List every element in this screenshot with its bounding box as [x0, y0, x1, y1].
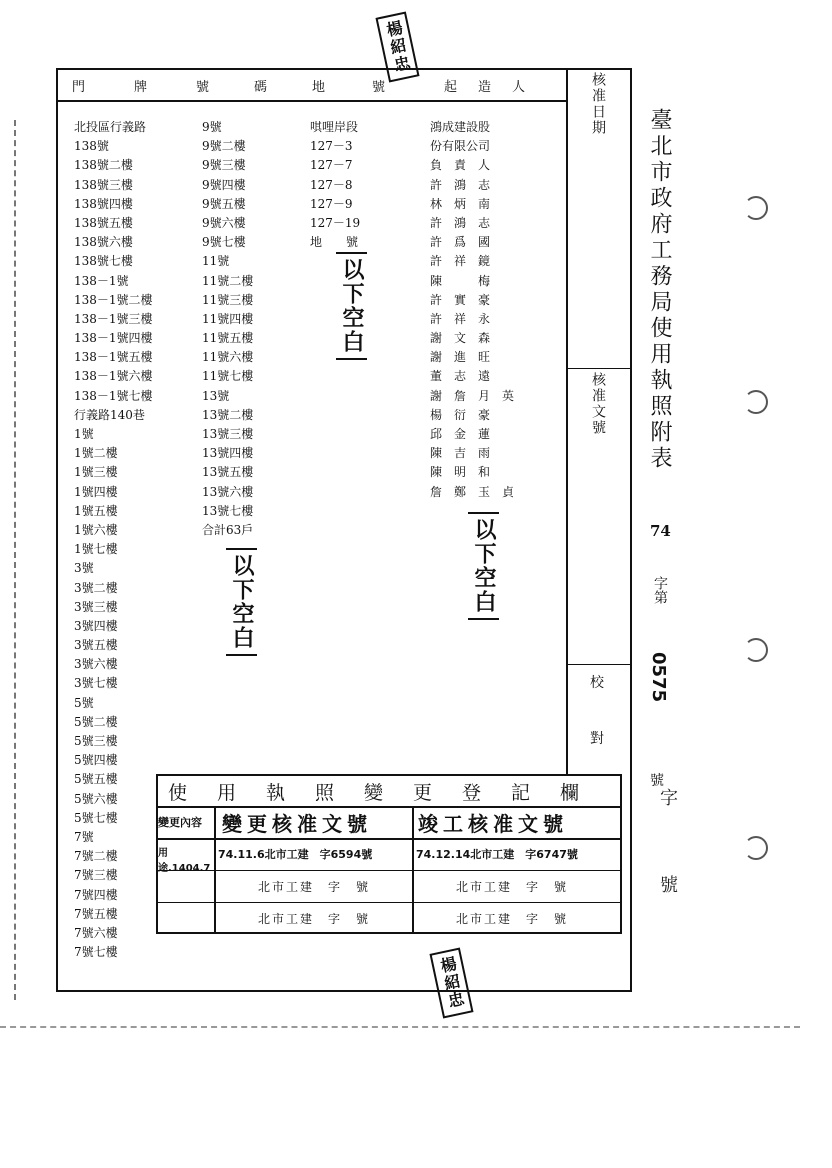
land-entry: 127－3	[310, 139, 353, 154]
land-entry: 127－8	[310, 177, 353, 192]
address-entry: 5號二樓	[74, 714, 118, 729]
address-entry: 5號六樓	[74, 791, 118, 806]
address-entry: 行義路140巷	[74, 407, 145, 422]
side-column-divider	[566, 68, 568, 776]
register-line	[156, 838, 622, 840]
register-row3-b: 北市工建 字 號	[456, 912, 569, 926]
header-cell: 門	[72, 80, 86, 95]
register-line	[156, 902, 622, 903]
builder-entry: 陳 吉 雨	[430, 446, 491, 461]
address-entry: 138－1號六樓	[74, 369, 153, 384]
address-entry: 1號五樓	[74, 503, 118, 518]
check-label: 對	[590, 731, 604, 747]
address-entry: 138－1號五樓	[74, 350, 153, 365]
builder-entry: 林 炳 南	[430, 196, 491, 211]
register-vline	[214, 806, 216, 934]
address-entry: 5號五樓	[74, 772, 118, 787]
check-label: 校	[590, 675, 604, 691]
address-entry: 138－1號三樓	[74, 311, 153, 326]
seal-stamp: 楊紹忠	[429, 947, 473, 1018]
builder-entry: 邱 金 蓮	[430, 427, 491, 441]
header-cell: 碼	[254, 80, 268, 95]
address-entry: 9號四樓	[202, 177, 246, 192]
header-cell: 牌	[134, 80, 148, 95]
address-entry: 138號四樓	[74, 196, 133, 211]
binding-hole	[744, 196, 768, 220]
address-entry: 3號七樓	[74, 676, 118, 691]
doc-number-prefix: 74	[650, 522, 671, 540]
address-entry: 138號五樓	[74, 215, 133, 230]
address-column-2	[202, 118, 253, 540]
address-entry: 1號三樓	[74, 465, 118, 480]
document-title: 臺北市政府工務局使用執照附表	[647, 108, 672, 472]
builder-entry: 謝 文 森	[430, 331, 491, 346]
blank-mark: 以下空白	[226, 548, 257, 656]
doc-number-value: 0575	[648, 652, 669, 703]
register-row-label: 變更內容	[158, 816, 202, 829]
scan-edge	[14, 120, 18, 1000]
register-row1-label: 用途.1404.7	[158, 848, 211, 874]
side-divider-2	[566, 664, 632, 665]
register-line	[156, 870, 622, 871]
address-entry: 9號六樓	[202, 215, 246, 230]
address-entry: 11號二樓	[202, 273, 254, 288]
address-entry: 1號二樓	[74, 446, 118, 461]
register-vline	[412, 806, 414, 934]
address-entry: 138號二樓	[74, 158, 133, 173]
blank-mark: 以下空白	[336, 252, 367, 360]
builder-entry: 謝 進 旺	[430, 350, 491, 365]
address-entry: 138－1號四樓	[74, 331, 153, 346]
address-entry: 1號	[74, 427, 94, 441]
land-entry: 127－19	[310, 215, 361, 230]
address-entry: 11號四樓	[202, 311, 254, 326]
header-divider	[56, 100, 566, 102]
builder-column	[430, 118, 514, 502]
address-entry: 9號三樓	[202, 158, 246, 173]
address-entry: 1號四樓	[74, 484, 118, 499]
builder-entry: 楊 衍 豪	[430, 407, 491, 422]
address-entry: 13號二樓	[202, 407, 254, 422]
address-entry: 7號七樓	[74, 945, 118, 960]
header-cell: 地	[312, 80, 326, 95]
register-title: 使用執照變更登記欄	[168, 782, 610, 804]
address-entry: 9號七樓	[202, 235, 246, 250]
land-entry: 地 號	[310, 235, 359, 250]
address-entry: 138號六樓	[74, 235, 133, 250]
land-entry: 127－7	[310, 158, 353, 173]
address-entry: 13號五樓	[202, 465, 254, 480]
address-entry: 7號四樓	[74, 887, 118, 902]
land-column	[310, 118, 360, 252]
address-entry: 138－1號二樓	[74, 292, 153, 307]
blank-mark: 以下空白	[468, 512, 499, 620]
land-entry: 唭哩岸段	[310, 120, 359, 134]
approval-no-label: 核准文號	[590, 372, 606, 436]
address-entry: 3號二樓	[74, 580, 118, 595]
address-entry: 3號五樓	[74, 638, 118, 653]
seal-stamp: 楊紹忠	[375, 11, 419, 82]
header-cell: 號	[372, 80, 386, 95]
address-entry: 3號三樓	[74, 599, 118, 614]
builder-entry: 許 爲 國	[430, 235, 491, 250]
address-entry: 7號	[74, 829, 94, 844]
address-entry: 3號四樓	[74, 618, 118, 633]
address-entry: 合計63戶	[202, 522, 254, 537]
register-row3-a: 北市工建 字 號	[258, 912, 371, 926]
address-entry: 13號三樓	[202, 427, 254, 441]
header-cell: 號	[196, 80, 210, 95]
binding-hole	[744, 836, 768, 860]
address-entry: 3號	[74, 561, 94, 576]
address-entry: 11號七樓	[202, 369, 254, 384]
register-header-a: 變更核准文號	[222, 812, 372, 836]
register-row1-b: 74.12.14北市工建 字6747號	[416, 848, 578, 861]
address-entry: 1號七樓	[74, 542, 118, 557]
address-entry: 138號七樓	[74, 254, 133, 269]
address-entry: 5號	[74, 695, 94, 710]
register-row2-a: 北市工建 字 號	[258, 880, 371, 894]
binding-hole	[744, 390, 768, 414]
side-divider-1	[566, 368, 632, 369]
address-entry: 138號	[74, 139, 109, 154]
builder-entry: 董 志 遠	[430, 369, 491, 384]
builder-entry: 陳 梅	[430, 273, 491, 288]
builder-entry: 許 鴻 志	[430, 215, 491, 230]
register-row1-a: 74.11.6北市工建 字6594號	[218, 848, 373, 861]
address-entry: 9號	[202, 120, 222, 134]
address-entry: 138－1號七樓	[74, 388, 153, 403]
register-row2-b: 北市工建 字 號	[456, 880, 569, 894]
address-entry: 5號三樓	[74, 734, 118, 748]
builder-entry: 詹 鄭 玉 貞	[430, 484, 515, 499]
scan-edge	[0, 1026, 800, 1028]
builder-entry: 陳 明 和	[430, 465, 491, 480]
header-cell: 造	[478, 80, 492, 95]
address-entry: 9號五樓	[202, 196, 246, 211]
address-entry: 7號三樓	[74, 868, 118, 883]
builder-entry: 許 祥 永	[430, 311, 491, 326]
address-entry: 13號四樓	[202, 446, 254, 461]
approval-date-label: 核准日期	[590, 72, 606, 136]
address-entry: 7號六樓	[74, 925, 118, 940]
address-entry: 138號三樓	[74, 177, 133, 192]
address-entry: 北投區行義路	[74, 120, 147, 134]
address-entry: 11號	[202, 254, 230, 269]
builder-entry: 許 祥 鏡	[430, 254, 491, 269]
address-entry: 138－1號	[74, 273, 129, 288]
address-entry: 11號六樓	[202, 350, 254, 365]
address-entry: 5號七樓	[74, 810, 118, 825]
header-cell: 人	[512, 80, 526, 95]
address-entry: 3號六樓	[74, 657, 118, 672]
header-cell: 起	[444, 80, 458, 95]
builder-entry: 份有限公司	[430, 139, 491, 154]
builder-entry: 許 實 豪	[430, 292, 491, 307]
builder-entry: 許 鴻 志	[430, 177, 491, 192]
address-entry: 7號二樓	[74, 849, 118, 864]
binding-hole	[744, 638, 768, 662]
address-entry: 11號五樓	[202, 331, 254, 346]
address-entry: 9號二樓	[202, 139, 246, 154]
register-header-b: 竣工核准文號	[418, 812, 568, 836]
address-column-1	[74, 118, 153, 962]
land-entry: 127－9	[310, 196, 353, 211]
builder-entry: 負 責 人	[430, 158, 491, 173]
builder-entry: 鴻成建設股	[430, 120, 491, 134]
address-entry: 13號	[202, 388, 230, 403]
address-entry: 5號四樓	[74, 753, 118, 768]
address-entry: 13號七樓	[202, 503, 254, 518]
address-entry: 1號六樓	[74, 522, 118, 537]
doc-number-char: 字第	[652, 576, 668, 604]
address-entry: 7號五樓	[74, 906, 118, 921]
doc-number-suffix: 號	[650, 773, 664, 789]
address-entry: 13號六樓	[202, 484, 254, 499]
address-entry: 11號三樓	[202, 292, 254, 307]
margin-note: 字 號	[657, 788, 678, 917]
builder-entry: 謝 詹 月 英	[430, 388, 515, 403]
